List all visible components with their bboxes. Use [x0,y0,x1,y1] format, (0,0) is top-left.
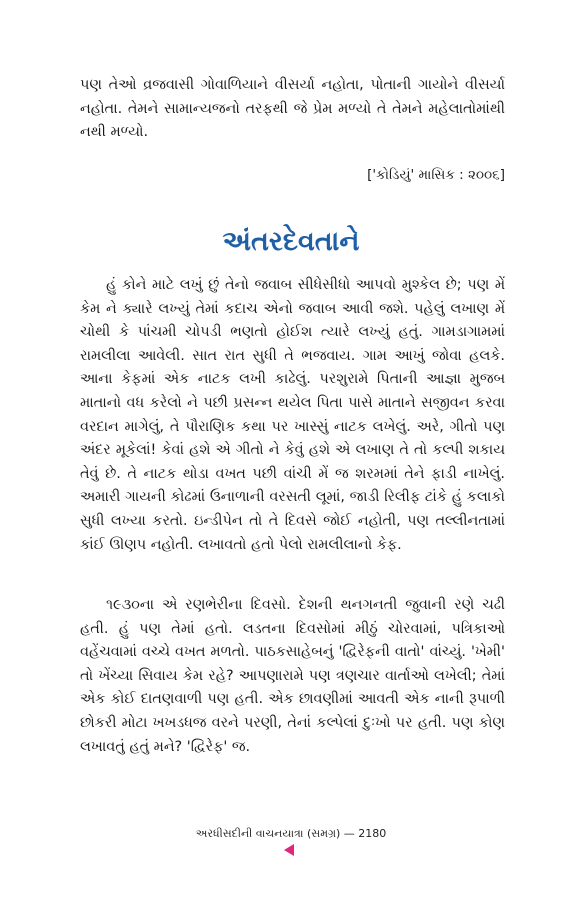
body-paragraph: ૧૯૩૦ના એ રણભેરીના દિવસો. દેશની થનગનતી જુવાની રણે ચઢી હતી. હું પણ તેમાં હતો. લડતના દિવસોમાં મીઠું ચોરવામાં, પત્રિકાઓ વહેંચવામાં વચ્ચે વખત મળતો. પાઠકસાહેબનું 'દ્વિરેફની વાતો' વાંચ્યું. 'ખેમી' તો ખેંચ્યા સિવાય કેમ રહે? આપણારામે પણ ત્રણચાર વાર્તાઓ લખેલી; તેમાં એક કોઈ દાતણવાળી પણ હતી. એક છાવણીમાં આવતી એક નાની રૂપાળી છોકરી મોટા ખખડધજ વરને પરણી, તેનાં કલ્પેલાં દુઃખો પર હતી. પણ કોણ લખાવતું હતું મને? 'દ્વિરેફ' જ. [80,597,505,755]
intro-paragraph-block [80,74,505,145]
previous-page-arrow-icon[interactable] [284,844,294,856]
intro-paragraph: પણ તેઓ વ્રજવાસી ગોવાળિયાને વીસર્યા નહોતા, પોતાની ગાયોને વીસર્યા નહોતા. તેમને સામાન્યજનો તરફથી જે પ્રેમ મળ્યો તે તેમને મહેલાતોમાંથી નથી મળ્યો. [80,77,505,141]
body-paragraph-block [80,274,505,557]
article-title: અંતરદેવતાને [222,226,360,257]
body-paragraph-block [80,594,505,759]
page-footer: અરધીસદીની વાચનયાત્રા (સમગ્ર) — 2180 [195,827,387,840]
source-citation: ['કોડિયું' માસિક : ૨૦૦૬] [367,167,505,183]
body-paragraph: હું કોને માટે લખું છું તેનો જવાબ સીધેસીધો આપવો મુશ્કેલ છે; પણ મેં કેમ ને ક્યારે લખ્યું તેમાં કદાચ એનો જવાબ આવી જશે. પહેલું લખાણ મેં ચોથી કે પાંચમી ચોપડી ભણતો હોઈશ ત્યારે લખ્યું હતું. ગામડાગામમાં રામલીલા આવેલી. સાત રાત સુધી તે ભજવાય. ગામ આખું જોવા હલકે. આના કેફમાં એક નાટક લખી કાઢેલું. પરશુરામે પિતાની આજ્ઞા મુજબ માતાનો વધ કરેલો ને પછી પ્રસન્ન થયેલ પિતા પાસે માતાને સજીવન કરવા વરદાન માગેલું, તે પૌરાણિક કથા પર ખાસ્સું નાટક લખેલું. અરે, ગીતો પણ અંદર મૂકેલાં! કેવાં હશે એ ગીતો ને કેવું હશે એ લખાણ તે તો કલ્પી શકાય તેવું છે. તે નાટક થોડા વખત પછી વાંચી મેં જ શરમમાં તેને ફાડી નાખેલું. અમારી ગાયની કોઢમાં ઉનાળાની વરસતી લૂમાં, જાડી રિલીફ ટાંકે હું કલાકો સુધી લખ્યા કરતો. ઇન્ડીપેન તો તે દિવસે જોઈ નહોતી, પણ તલ્લીનતામાં કાંઈ ઊણપ નહોતી. લખાવતો હતો પેલો રામલીલાનો કેફ. [80,277,505,553]
